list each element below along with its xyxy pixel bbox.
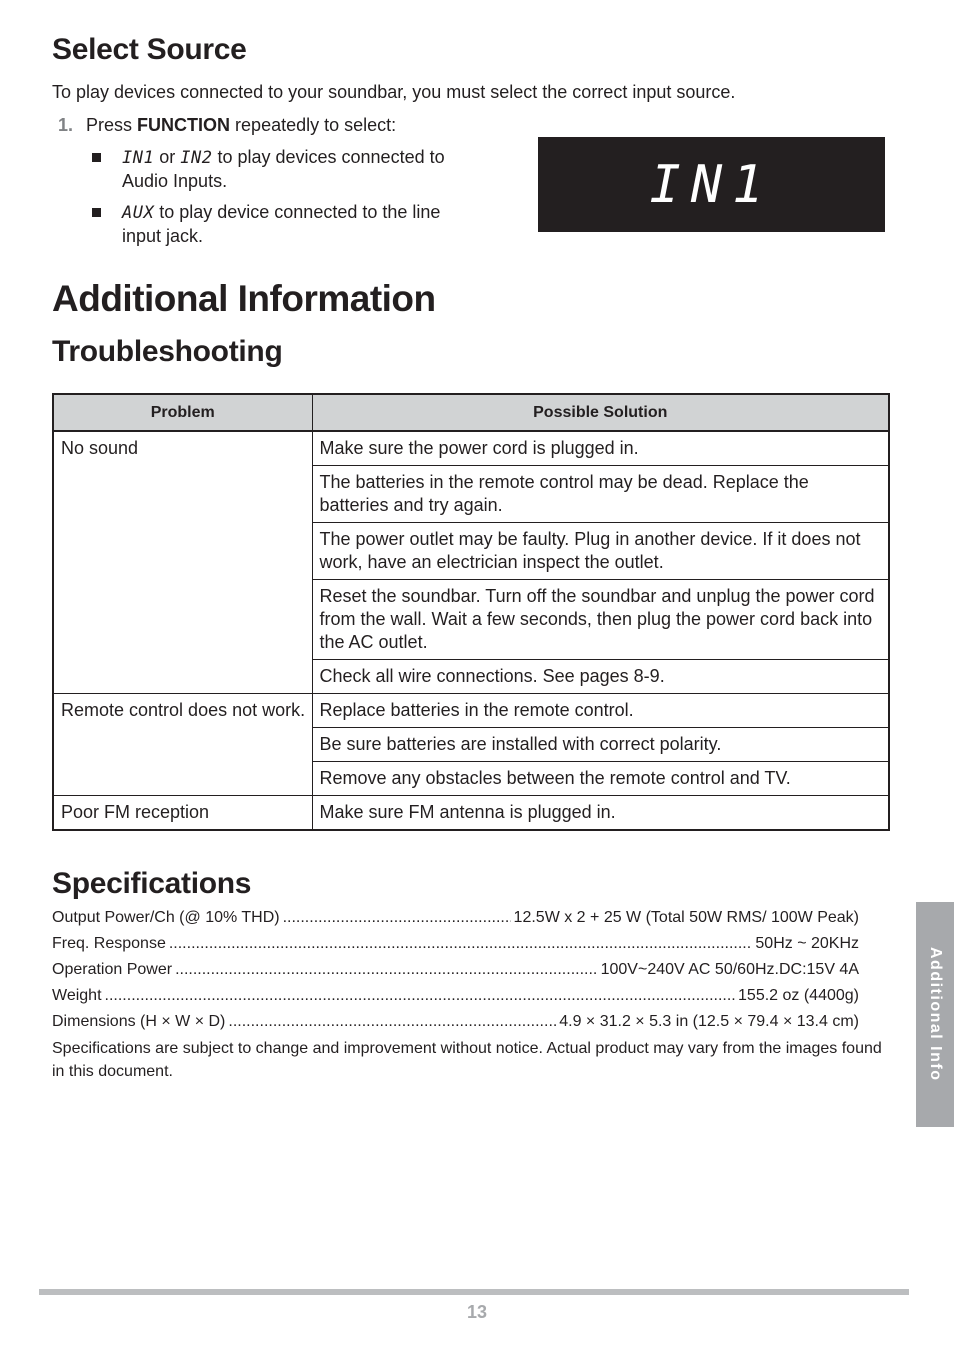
spec-row: [52, 932, 859, 958]
dot-leader: [175, 958, 598, 984]
footer-rule: [39, 1289, 909, 1295]
solution-cell: Reset the soundbar. Turn off the soundbar and unplug the power cord from the wall. Wait a few seconds, then plug the power cord back into the AC outlet.: [312, 580, 889, 660]
spec-label: Weight: [52, 987, 102, 1004]
spec-value: 155.2 oz (4400g): [738, 987, 859, 1004]
problem-cell: Poor FM reception: [53, 796, 312, 831]
troubleshooting-table: [52, 393, 890, 831]
lcd-code-aux: AUX: [122, 203, 155, 223]
dot-leader: [228, 1010, 556, 1036]
table-row: [53, 796, 889, 831]
step-prefix: Press: [86, 115, 138, 135]
spec-value: 12.5W x 2 + 25 W (Total 50W RMS/ 100W Peak): [513, 909, 859, 926]
step-suffix: repeatedly to select:: [230, 115, 397, 135]
lcd-display: [538, 137, 885, 232]
function-button-label: FUNCTION: [137, 115, 231, 135]
dot-leader: [169, 932, 753, 958]
solution-cell: Replace batteries in the remote control.: [312, 694, 889, 728]
spec-label: Operation Power: [52, 961, 173, 978]
specifications-note: Specifications are subject to change and improvement without notice. Actual product may vary from the images found in this document.: [52, 1040, 882, 1080]
intro-paragraph: To play devices connected to your soundbar, you must select the correct input source.: [52, 82, 736, 102]
dot-leader: [105, 984, 736, 1010]
spec-row: [52, 906, 859, 932]
spec-row: [52, 958, 859, 984]
bullet1-text-line2: Audio Inputs.: [122, 171, 228, 191]
page-number: 13: [466, 1302, 488, 1322]
dot-leader: [283, 906, 511, 932]
spec-value: 50Hz ~ 20KHz: [755, 935, 859, 952]
table-row: [53, 694, 889, 728]
solution-cell: Make sure the power cord is plugged in.: [312, 431, 889, 466]
bullet1-text-line1: to play devices connected to: [212, 147, 445, 167]
spec-label: Dimensions (H × W × D): [52, 1013, 226, 1030]
bullet-item-in1-in2: [122, 146, 522, 193]
solution-cell: Remove any obstacles between the remote control and TV.: [312, 762, 889, 796]
solution-cell: Make sure FM antenna is plugged in.: [312, 796, 889, 831]
lcd-code-in1: IN1: [122, 148, 155, 168]
step-number: 1.: [58, 115, 74, 135]
section-heading-specifications: Specifications: [52, 867, 252, 900]
side-tab-label: Additional Info: [927, 947, 944, 1082]
page-title-additional-information: Additional Information: [52, 278, 436, 319]
spec-value: 100V~240V AC 50/60Hz.DC:15V 4A: [600, 961, 859, 978]
spec-value: 4.9 × 31.2 × 5.3 in (12.5 × 79.4 × 13.4 cm): [559, 1013, 859, 1030]
bullet-square-icon: [92, 208, 101, 217]
specifications-list: [52, 906, 859, 1036]
table-row: [53, 431, 889, 466]
bullet2-text-line2: input jack.: [122, 226, 204, 246]
spec-label: Output Power/Ch (@ 10% THD): [52, 909, 280, 926]
table-header-row: [53, 394, 889, 431]
problem-cell: No sound: [53, 431, 312, 694]
spec-label: Freq. Response: [52, 935, 166, 952]
or-text: or: [154, 147, 181, 167]
spec-row: [52, 984, 859, 1010]
column-header-solution: Possible Solution: [312, 394, 889, 431]
bullet-square-icon: [92, 153, 101, 162]
solution-cell: The batteries in the remote control may be dead. Replace the batteries and try again.: [312, 466, 889, 523]
solution-cell: The power outlet may be faulty. Plug in another device. If it does not work, have an electrician inspect the outlet.: [312, 523, 889, 580]
section-heading-troubleshooting: Troubleshooting: [52, 335, 283, 368]
spec-row: [52, 1010, 859, 1036]
solution-cell: Check all wire connections. See pages 8-9.: [312, 660, 889, 694]
lcd-display-text: IN1: [649, 154, 774, 215]
step-1: [58, 114, 518, 137]
problem-cell: Remote control does not work.: [53, 694, 312, 796]
section-heading-select-source: Select Source: [52, 33, 247, 66]
lcd-code-in2: IN2: [180, 148, 213, 168]
bullet2-text-line1: to play device connected to the line: [154, 202, 441, 222]
solution-cell: Be sure batteries are installed with correct polarity.: [312, 728, 889, 762]
column-header-problem: Problem: [53, 394, 312, 431]
side-tab: [916, 902, 954, 1127]
bullet-item-aux: [122, 201, 522, 248]
